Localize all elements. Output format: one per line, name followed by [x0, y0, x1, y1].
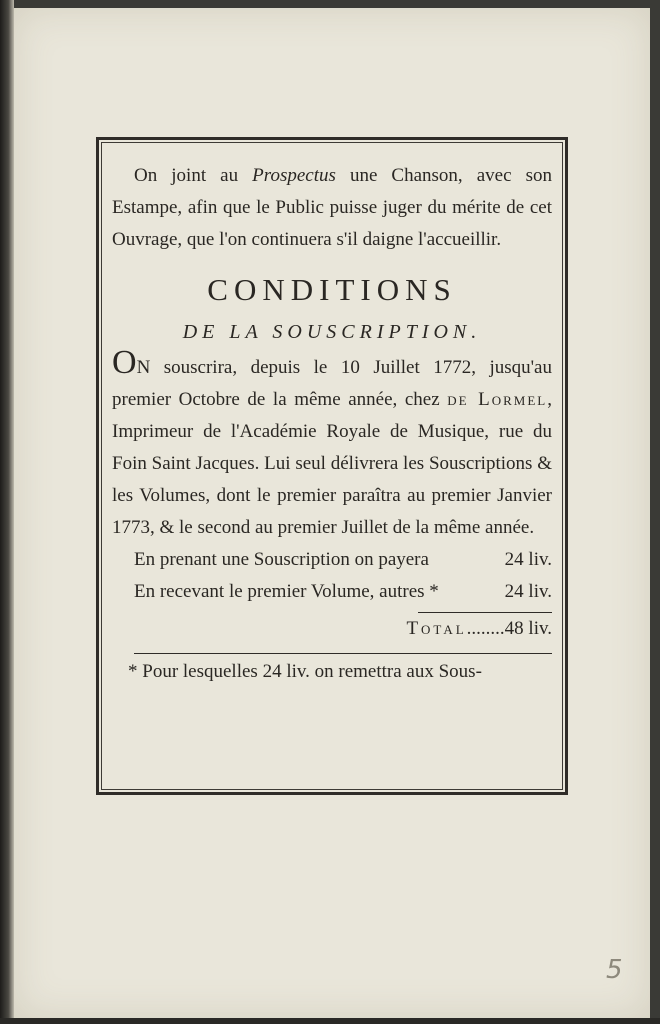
page-number: 5 — [606, 955, 623, 985]
price-label: En recevant le premier Volume, autres * — [134, 581, 439, 602]
total-label: Total — [406, 618, 467, 639]
footnote: * Pour lesquelles 24 liv. on remettra aux Sous- — [128, 661, 482, 682]
conditions-text-rest: , Imprimeur de l'Académie Royale de Musique, rue du Foin Saint Jacques. Lui seul délivrera les Souscriptions & les Volumes, dont le premier paraîtra au premier Janvier 1773, & le second au premier Juillet de la même année. — [112, 389, 552, 538]
conditions-title: CONDITIONS — [207, 272, 457, 307]
total-amount: 48 liv. — [504, 618, 552, 639]
total-dots: ........ — [466, 618, 505, 639]
intro-text-end: une Chanson, avec son Estampe, afin que le Public puisse juger du mérite de cet Ouvrage, que l'on continuera s'il daigne l'accueillir. — [112, 165, 552, 250]
intro-paragraph — [112, 160, 552, 256]
footnote-rule — [134, 653, 552, 654]
conditions-paragraph — [112, 344, 552, 544]
price-label: En prenant une Souscription on payera — [134, 549, 429, 570]
page-content — [112, 160, 552, 688]
price-line-first-volume — [112, 576, 552, 608]
total-line — [112, 613, 552, 645]
book-binding-edge — [0, 0, 14, 1024]
subscription-subtitle: DE LA SOUSCRIPTION. — [182, 321, 482, 343]
printer-name: de Lormel — [447, 389, 548, 410]
drop-cap: O — [112, 344, 137, 381]
page-bottom-edge — [0, 1018, 660, 1024]
price-line-subscription — [112, 544, 552, 576]
conditions-text-start: N souscrira, depuis le 10 Juillet 1772, jusqu'au premier Octobre de la même année, chez — [112, 357, 552, 410]
intro-italic-word: Prospectus — [252, 165, 336, 186]
price-amount: 24 liv. — [504, 549, 552, 570]
intro-text-start: On joint au — [134, 165, 253, 186]
price-amount: 24 liv. — [504, 581, 552, 602]
